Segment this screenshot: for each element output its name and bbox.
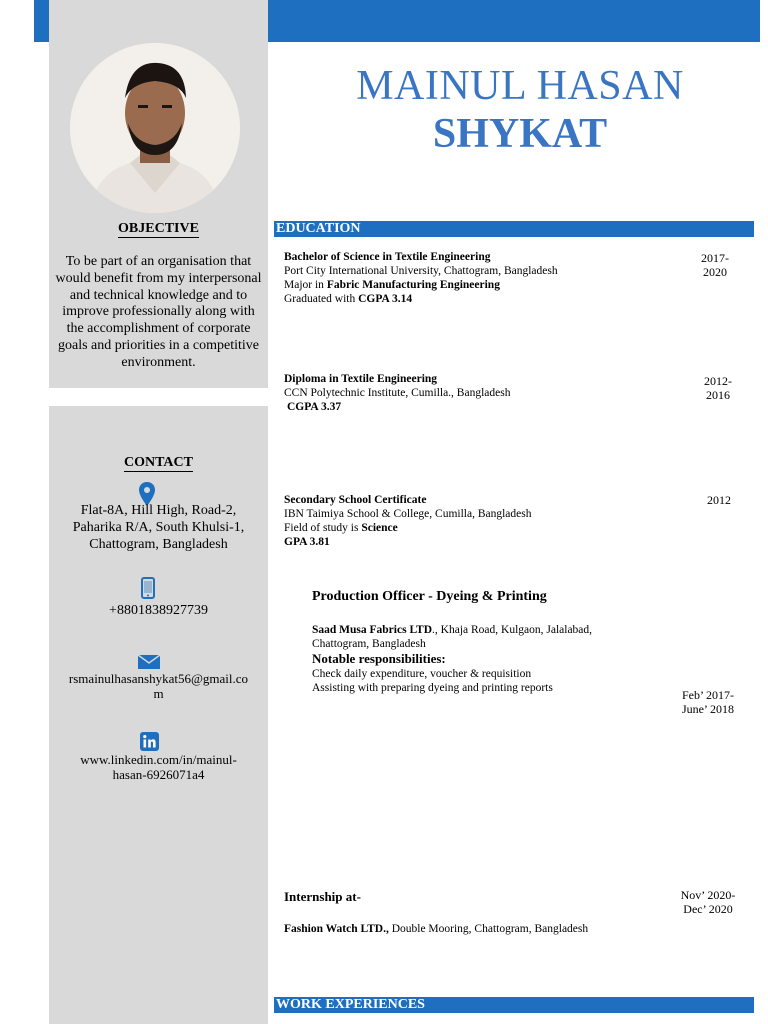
education-major: Major in Fabric Manufacturing Engineering	[284, 279, 500, 291]
education-institution: IBN Taimiya School & College, Cumilla, Bangladesh	[284, 508, 532, 520]
name-line-1: MAINUL HASAN	[356, 63, 684, 109]
education-heading: EDUCATION	[274, 221, 754, 237]
education-entry-bsc	[284, 250, 664, 306]
profile-photo	[70, 43, 240, 213]
internship-company: Fashion Watch LTD., Double Mooring, Chattogram, Bangladesh	[284, 923, 589, 935]
linkedin-line-2: hasan-6926071a4	[112, 767, 205, 782]
address-line-1: Flat-8A, Hill High, Road-2,	[80, 503, 237, 518]
address-line-3: Chattogram, Bangladesh	[89, 536, 228, 552]
phone-number[interactable]: +8801838927739	[109, 603, 208, 618]
education-degree: Bachelor of Science in Textile Engineering	[284, 251, 491, 263]
list-item: Check daily expenditure, voucher & requisition	[312, 668, 532, 680]
sidebar-divider-gap	[49, 388, 268, 406]
education-result: Graduated with CGPA 3.14	[284, 293, 413, 305]
list-item: Assisting with preparing dyeing and printing reports	[312, 682, 553, 694]
name-line-2: SHYKAT	[432, 111, 608, 157]
education-date-ssc: 2012	[707, 493, 731, 507]
objective-heading: OBJECTIVE	[118, 221, 199, 236]
education-result: CGPA 3.37	[287, 401, 342, 413]
linkedin-url[interactable]	[52, 752, 265, 782]
education-degree: Diploma in Textile Engineering	[284, 373, 438, 385]
responsibilities-list	[312, 667, 672, 695]
internship-date: Nov’ 2020- Dec’ 2020	[680, 888, 736, 916]
job-company: Saad Musa Fabrics LTD., Khaja Road, Kulgaon, Jalalabad, Chattogram, Bangladesh	[312, 624, 593, 650]
education-result: GPA 3.81	[284, 536, 330, 548]
education-date-bsc: 2017- 2020	[701, 251, 729, 279]
address-line-2: Paharika R/A, South Khulsi-1,	[72, 519, 245, 535]
education-institution: Port City International University, Chattogram, Bangladesh	[284, 265, 558, 277]
job-title: Production Officer - Dyeing & Printing	[312, 589, 547, 604]
email-address[interactable]	[52, 671, 265, 701]
education-date-diploma: 2012- 2016	[704, 374, 732, 402]
education-degree: Secondary School Certificate	[284, 494, 427, 506]
job-date: Feb’ 2017- June’ 2018	[681, 688, 735, 716]
email-line-1: rsmainulhasanshykat56@gmail.co	[68, 671, 249, 686]
linkedin-line-1: www.linkedin.com/in/mainul-	[80, 752, 237, 767]
education-field: Field of study is Science	[284, 522, 398, 534]
education-institution: CCN Polytechnic Institute, Cumilla., Bangladesh	[284, 387, 511, 399]
education-entry-diploma	[284, 372, 664, 414]
education-entry-ssc	[284, 493, 664, 549]
email-line-2: m	[153, 686, 164, 701]
internship-heading: Internship at-	[284, 889, 361, 904]
responsibilities-heading: Notable responsibilities:	[312, 651, 446, 666]
address	[52, 503, 265, 553]
contact-heading: CONTACT	[124, 455, 193, 470]
phone-icon	[141, 577, 155, 604]
objective-text: To be part of an organisation that would benefit from my interpersonal and technical knowledge and to improve professionally along with the accomplishment of corporate goals and priorities in a competitive environment.	[55, 254, 262, 370]
work-experiences-heading: WORK EXPERIENCES	[274, 997, 754, 1013]
